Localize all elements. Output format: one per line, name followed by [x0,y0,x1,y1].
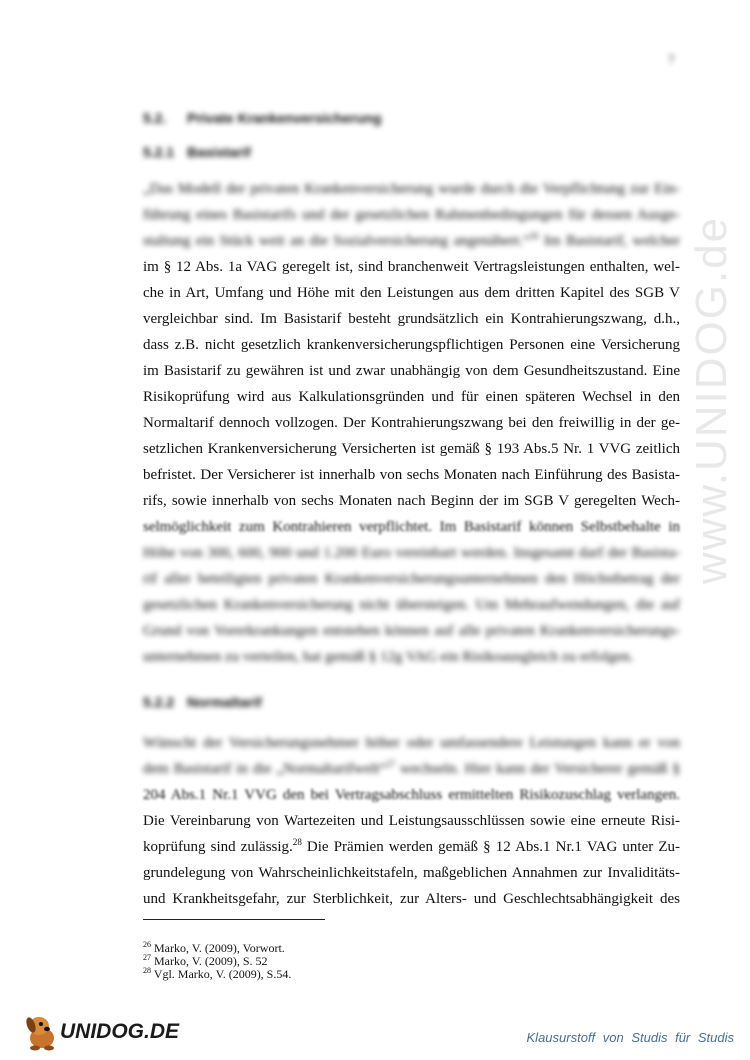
paragraph-basistarif [143,176,680,228]
text-line: che in Art, Umfang und Höhe mit den Leistungen aus dem dritten Kapitel des SGB V [143,285,680,301]
text-line-part: staltung ein Stück weit an die Sozialversicherung angenähert.“$^{26}$ Im Basistarif, welcher [143,231,680,249]
text-line: 204 Abs.1 Nr.1 VVG den bei Vertragsabschluss ermittelten Risikozuschlag verlangen. [143,787,680,803]
text-line: befristet. Der Versicherer ist innerhalb von sechs Monaten nach Einführung des Basista- [143,467,680,483]
text-line: vergleichbar sind. Im Basistarif besteht grundsätzlich ein Kontrahierungszwang, d.h., [143,311,680,327]
subsection-number: 5.2.2 [143,694,175,710]
page-number: 7 [668,52,675,67]
paragraph-normaltarif [143,730,680,912]
subsection-heading-normaltarif [143,694,262,710]
text-line: setzlichen Krankenversicherung Versicherten ist gemäß § 193 Abs.5 Nr. 1 VVG zeitlich [143,441,680,457]
footnote-28 [143,968,291,981]
footnote-text: Marko, V. (2009), Vorwort. [154,941,285,955]
text-line: Risikoprüfung wird aus Kalkulationsgründen und für einen späteren Wechsel in den [143,389,680,405]
subsection-heading-basistarif [143,144,251,160]
subsection-title: Basistarif [187,144,251,160]
text-line: Normaltarif dennoch vollzogen. Der Kontrahierungszwang bei den freiwillig in der ge- [143,415,680,431]
text-line [143,834,680,860]
text-line: führung eines Basistarifs und der gesetzlichen Rahmenbedingungen für dessen Ausge- [143,207,680,223]
text-line: dass z.B. nicht gesetzlich krankenversicherungspflichtigen Personen eine Versicherung [143,337,680,353]
text-line: und Krankheitsgefahr, zur Sterblichkeit, zur Alters- und Geschlechtsabhängigkeit des [143,891,680,907]
text-line: im Basistarif zu gewähren ist und zwar unabhängig von dem Gesundheitszustand. Eine [143,363,680,379]
footnotes [143,942,291,981]
footnote-rule [143,919,325,920]
footnote-marker: 27 [386,759,396,769]
logo-text: UNIDOG.DE [60,1020,180,1043]
text-line: im § 12 Abs. 1a VAG geregelt ist, sind branchenweit Vertragsleistungen enthalten, wel- [143,259,680,275]
footnote-number: 26 [143,940,151,949]
footnote-marker: 26 [529,231,539,241]
text-line: Höhe von 300, 600, 900 und 1.200 Euro vereinbart werden. Insgesamt darf der Basista- [143,545,680,561]
text-line [143,756,680,782]
text-line: selmöglichkeit zum Kontrahieren verpflichtet. Im Basistarif können Selbstbehalte in [143,519,680,535]
tagline: Klausurstoff von Studis für Studis [526,1030,734,1045]
dog-mascot-icon [22,1012,58,1052]
text-line [143,228,680,254]
text-line-part: koprüfung sind zulässig.$^{28}$ Die Prämien werden gemäß § 12 Abs.1 Nr.1 VAG unter Zu- [143,837,680,855]
subsection-title: Normaltarif [187,694,262,710]
text-line-part: dem Basistarif in die „Normaltarifwelt“$^{27}$ wechseln. Hier kann der Versicherer gemäß § [143,759,681,777]
paragraph-basistarif-body [143,228,680,670]
text-line: grundelegung von Wahrscheinlichkeitstafeln, maßgeblichen Annahmen zur Invaliditäts- [143,865,680,881]
footnote-number: 27 [143,953,151,962]
subsection-number: 5.2.1 [143,144,175,160]
text-line: rifs, sowie innerhalb von sechs Monaten nach Beginn der im SGB V geregelten Wech- [143,493,680,509]
text-line: gesetzlichen Krankenversicherung nicht übersteigen. Um Mehraufwendungen, die auf [143,597,680,613]
footnote-number: 28 [143,966,151,975]
text-line: Die Vereinbarung von Wartezeiten und Leistungsausschlüssen sowie eine erneute Risi- [143,813,680,829]
footnote-text: Vgl. Marko, V. (2009), S.54. [153,967,292,981]
text-line: Wünscht der Versicherungsnehmer höher oder umfassendere Leistungen kann er von [143,735,680,751]
text-line: rif aller beteiligten privaten Krankenversicherungsunternehmen den Höchstbetrag der [143,571,680,587]
text-line: Grund von Vorerkrankungen entstehen können auf alle privaten Krankenversicherungs- [143,623,680,639]
footnote-marker: 28 [292,837,302,847]
watermark: www.UNIDOG.de [687,215,736,585]
section-heading [143,110,382,126]
section-title: Private Krankenversicherung [187,110,382,126]
section-number: 5.2. [143,110,167,126]
text-line: „Das Modell der privaten Krankenversicherung wurde durch die Verpflichtung zur Ein- [143,181,680,197]
text-line: unternehmen zu verteilen, hat gemäß § 12g VAG ein Risikoausgleich zu erfolgen. [143,649,634,665]
footnote-text: Marko, V. (2009), S. 52 [154,954,268,968]
unidog-logo [22,1012,179,1052]
